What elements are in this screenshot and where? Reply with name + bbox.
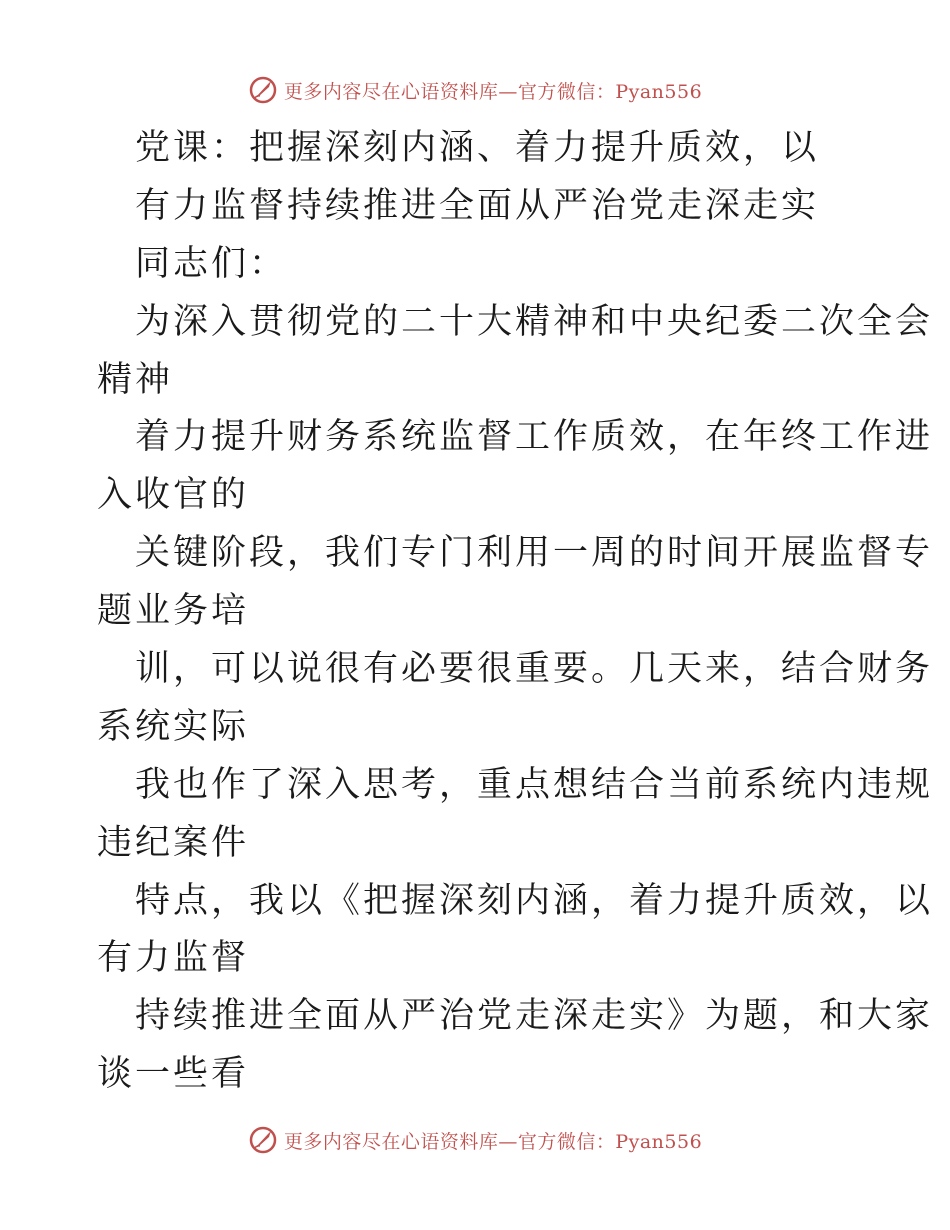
- paragraph-line: 精神: [97, 359, 174, 400]
- paragraph-line: 关键阶段，我们专门利用一周的时间开展监督专: [135, 533, 934, 574]
- footer-banner: [0, 1122, 950, 1158]
- paragraph-line: 特点，我以《把握深刻内涵，着力提升质效，以: [135, 880, 934, 921]
- paragraph-line: 有力监督: [97, 938, 250, 979]
- paragraph-line: 入收官的: [97, 475, 250, 516]
- paragraph-line: 违纪案件: [97, 822, 250, 863]
- paragraph-line: 系统实际: [97, 706, 250, 747]
- quill-pen-logo-icon: [248, 1125, 278, 1155]
- footer-banner-text: 更多内容尽在心语资料库—官方微信：Pyan556: [283, 1130, 703, 1153]
- paragraph-line: 题业务培: [97, 591, 250, 632]
- paragraph-line: 同志们：: [135, 243, 288, 284]
- document-title-line: 党课：把握深刻内涵、着力提升质效，以: [135, 128, 820, 168]
- paragraph-line: 为深入贯彻党的二十大精神和中央纪委二次全会: [135, 301, 934, 342]
- document-body: [97, 120, 934, 1104]
- paragraph-line: 训，可以说很有必要很重要。几天来，结合财务: [135, 649, 934, 690]
- paragraph-line: 持续推进全面从严治党走深走实》为题，和大家: [135, 996, 934, 1037]
- paragraph-line: 着力提升财务系统监督工作质效，在年终工作进: [135, 417, 934, 458]
- document-title-line: 有力监督持续推进全面从严治党走深走实: [135, 185, 820, 226]
- header-banner-text: 更多内容尽在心语资料库—官方微信：Pyan556: [283, 80, 703, 103]
- paragraph-line: 我也作了深入思考，重点想结合当前系统内违规: [135, 764, 934, 805]
- paragraph-line: 谈一些看: [97, 1054, 250, 1095]
- quill-pen-logo-icon: [248, 75, 278, 105]
- header-banner: [0, 72, 950, 108]
